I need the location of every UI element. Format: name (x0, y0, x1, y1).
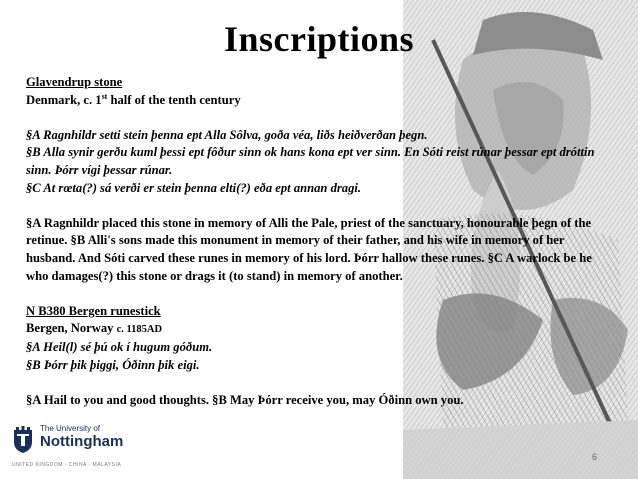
slide-number: 6 (592, 452, 598, 462)
bergen-translation: §A Hail to you and good thoughts. §B May Þórr receive you, may Óðinn own you. (26, 392, 464, 407)
glavendrup-location-text: Denmark, c. 1 (26, 92, 102, 107)
bergen-heading: N B380 Bergen runestick (26, 303, 161, 318)
glavendrup-old-norse-b: §B Alla synir gerðu kuml þessi ept fôður sinn ok hans kona ept ver sinn. En Sóti reist rúnar þessar ept dróttin sinn. Þórr vígi þessar rúnar. (26, 145, 595, 177)
bergen-old-norse-b: §B Þórr þik þiggi, Óðinn þik eigi. (26, 357, 200, 372)
glavendrup-old-norse-c: §C At rœta(?) sá verði er stein þenna elti(?) eða ept annan dragi. (26, 180, 362, 195)
university-logo (8, 424, 158, 474)
glavendrup-location-text-2: half of the tenth century (107, 92, 241, 107)
glavendrup-old-norse-a: §A Ragnhildr setti stein þenna ept Alla Sôlva, goða véa, liðs heiðverðan þegn. (26, 127, 428, 142)
bergen-old-norse-a: §A Heil(l) sé þú ok í hugum góðum. (26, 339, 213, 354)
logo-text (40, 424, 123, 450)
bergen-location-text: Bergen, Norway (26, 321, 117, 336)
bergen-location (26, 320, 611, 339)
glavendrup-translation: §A Ragnhildr placed this stone in memory of Alli the Pale, priest of the sanctuary, honourable þegn of the retinue. §B Alli's sons made this monument in memory of their father, and his wife in memory of her husband. And Sóti carved these runes in memory of his lord. Þórr hallow these runes. §C A warlock be he who damages(?) this stone or drags it (to stand) in memory of another. (26, 215, 592, 283)
logo-footer: UNITED KINGDOM · CHINA · MALAYSIA (12, 462, 122, 468)
glavendrup-location (26, 92, 611, 110)
logo-line-1: The University of (40, 424, 101, 433)
slide-body (26, 74, 611, 409)
crest-icon (12, 426, 34, 454)
glavendrup-location-sup: st (101, 91, 108, 101)
slide-title: Inscriptions (223, 19, 415, 59)
logo-line-2: Nottingham (40, 433, 124, 450)
glavendrup-heading: Glavendrup stone (26, 75, 123, 89)
bergen-location-date: c. 1185AD (116, 324, 163, 336)
